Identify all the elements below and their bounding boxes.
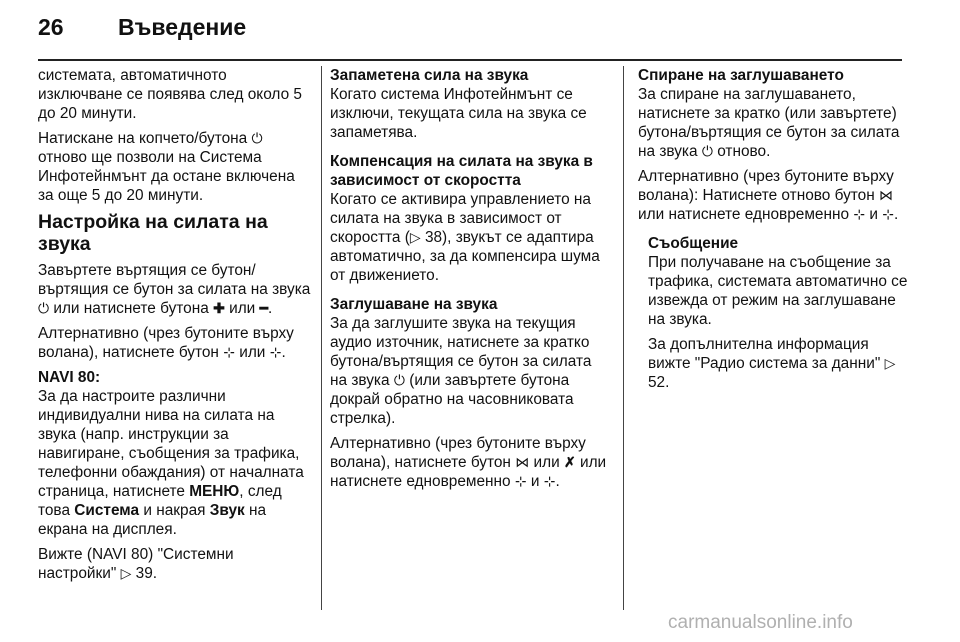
volume-up-icon: ⊹ (223, 344, 235, 360)
column-1 (38, 66, 314, 589)
subheading: Запаметена сила на звука (330, 67, 529, 84)
page-header (0, 0, 960, 62)
mute-icon: ⋈ (879, 187, 893, 203)
page-number: 26 (38, 14, 64, 40)
paragraph: Когато система Инфотейнмънт се изключи, текущата сила на звука се запаметява. (330, 86, 587, 141)
minus-icon: ━ (259, 300, 269, 316)
page-reference-icon: ▷ (409, 229, 421, 245)
volume-down-icon: ⊹ (269, 344, 282, 360)
paragraph: За спиране на заглушаването, натиснете за кратко (или завъртете) бутона/въртящия се бутон за силата на звука ⏻ отново. (638, 86, 900, 160)
plus-icon: ✚ (213, 300, 225, 316)
column-2 (330, 66, 610, 497)
section-title: Въведение (118, 14, 247, 40)
column-divider (321, 66, 322, 610)
page-reference-icon: ▷ (120, 565, 132, 581)
power-icon: ⏻ (393, 372, 405, 388)
power-icon: ⏻ (701, 143, 713, 159)
paragraph: Алтернативно (чрез бутоните върху волана), натиснете бутон ⋈ или ✗ или натиснете едновременно ⊹ и ⊹. (330, 435, 607, 490)
mute-alt-icon: ✗ (563, 454, 576, 470)
subheading: NAVI 80: (38, 369, 101, 386)
volume-up-icon: ⊹ (853, 206, 866, 222)
note-box (648, 234, 908, 392)
column-3 (638, 66, 908, 398)
section-heading: Настройка на силата на звука (38, 211, 268, 255)
paragraph: Вижте (NAVI 80) "Системни настройки" ▷ 39. (38, 546, 234, 582)
subheading: Заглушаване на звука (330, 296, 498, 313)
note-heading: Съобщение (648, 235, 739, 252)
paragraph: При получаване на съобщение за трафика, системата автоматично се извежда от режим на заглушаване на звука. (648, 254, 908, 328)
paragraph: За допълнителна информация вижте "Радио система за данни" ▷ 52. (648, 336, 896, 391)
page-reference-icon: ▷ (884, 355, 896, 371)
paragraph: Когато се активира управлението на силата на звука в зависимост от скоростта (▷ 38), звукът се адаптира автоматично, за да компенсира шума от движението. (330, 191, 600, 284)
paragraph: За да заглушите звука на текущия аудио източник, натиснете за кратко бутона/въртящия се бутон за силата на звука ⏻ (или завъртете бутона докрай обратно на часовниковата стрелка). (330, 315, 592, 427)
subheading: Компенсация на силата на звука в зависимост от скоростта (330, 153, 593, 189)
paragraph: За да настроите различни индивидуални нива на силата на звука (напр. инструкции за навигиране, съобщения за трафика, телефонни обаждания) от началната страница, натиснете МЕНЮ, след това Система и накрая Звук на екрана на дисплея. (38, 388, 304, 538)
paragraph: Алтернативно (чрез бутоните върху волана), натиснете бутон ⊹ или ⊹. (38, 325, 294, 361)
header-rule (38, 59, 902, 61)
power-icon: ⏻ (38, 300, 50, 316)
paragraph: Завъртете въртящия се бутон/ въртящия се бутон за силата на звука ⏻ или натиснете бутона ✚ или ━. (38, 262, 311, 317)
subheading: Спиране на заглушаването (638, 67, 844, 84)
paragraph: Натискане на копчето/бутона ⏻ отново ще позволи на Система Инфотейнмънт да остане включена за още 5 до 20 минути. (38, 130, 295, 204)
watermark: carmanualsonline.info (668, 612, 853, 633)
power-icon: ⏻ (251, 130, 263, 146)
paragraph: системата, автоматичното изключване се появява след около 5 до 20 минути. (38, 67, 302, 122)
column-divider (623, 66, 624, 610)
mute-icon: ⋈ (515, 454, 530, 470)
volume-up-icon: ⊹ (514, 473, 527, 489)
volume-down-icon: ⊹ (882, 206, 894, 222)
paragraph: Алтернативно (чрез бутоните върху волана): Натиснете отново бутон ⋈ или натиснете едновременно ⊹ и ⊹. (638, 168, 899, 223)
volume-down-icon: ⊹ (543, 473, 556, 489)
